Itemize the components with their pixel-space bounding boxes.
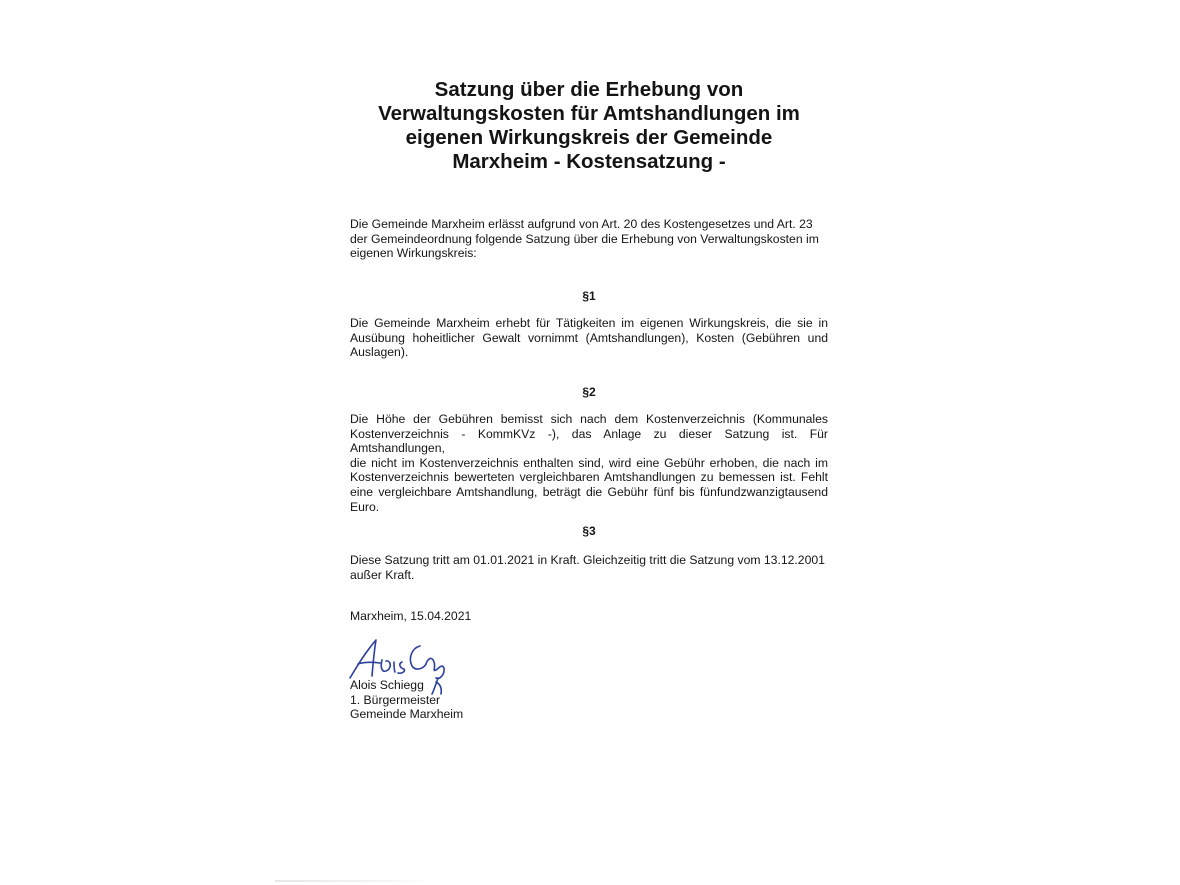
section-line: Auslagen). <box>350 345 409 360</box>
section-line: Euro. <box>350 499 380 514</box>
section-1-text <box>350 316 828 360</box>
section-line: Kostenverzeichnis - KommKVz -), das Anlage zu dieser Satzung ist. Für Amtshandlungen, <box>350 426 828 456</box>
section-2-heading: §2 <box>582 385 596 399</box>
signature-stroke <box>394 662 395 672</box>
preamble-line: der Gemeindeordnung folgende Satzung über die Erhebung von Verwaltungskosten im <box>350 231 819 246</box>
signatory-municipality: Gemeinde Marxheim <box>350 707 464 722</box>
title-line: Verwaltungskosten für Amtshandlungen im <box>378 102 800 125</box>
title-line: Marxheim - Kostensatzung - <box>452 150 726 173</box>
section-2-text <box>350 412 828 514</box>
section-3-text <box>350 553 828 582</box>
section-3-heading: §3 <box>582 524 596 538</box>
document-title <box>350 78 828 174</box>
section-line: Diese Satzung tritt am 01.01.2021 in Kraft. Gleichzeitig tritt die Satzung vom 13.12.2001 <box>350 553 825 567</box>
section-line: außer Kraft. <box>350 567 415 582</box>
section-line: Die Höhe der Gebühren bemisst sich nach dem Kostenverzeichnis (Kommunales <box>350 412 828 426</box>
section-line: Die Gemeinde Marxheim erhebt für Tätigkeiten im eigenen Wirkungskreis, die sie in <box>350 316 828 330</box>
signature-stroke <box>358 662 380 664</box>
preamble-line: Die Gemeinde Marxheim erlässt aufgrund von Art. 20 des Kostengesetzes und Art. 23 <box>350 217 813 231</box>
section-line: Ausübung hoheitlicher Gewalt vornimmt (Amtshandlungen), Kosten (Gebühren und <box>350 330 828 345</box>
preamble-line: eigenen Wirkungskreis: <box>350 246 477 261</box>
preamble <box>350 217 828 261</box>
scan-artifact <box>275 880 435 882</box>
section-line: eine vergleichbare Amtshandlung, beträgt die Gebühr fünf bis fünfundzwanzigtausend <box>350 484 828 499</box>
signatory-name: Alois Schiegg <box>350 678 424 692</box>
signature-stroke <box>350 640 376 678</box>
signature-stroke <box>381 660 390 671</box>
section-line: Kostenverzeichnis bewerteten vergleichbaren Amtshandlungen zu bemessen ist. Fehlt <box>350 470 828 485</box>
signature-stroke <box>410 646 426 669</box>
section-line: die nicht im Kostenverzeichnis enthalten sind, wird eine Gebühr erhoben, die nach im <box>350 455 828 470</box>
section-1-heading: §1 <box>582 289 596 303</box>
signature-stroke <box>398 662 405 673</box>
title-line: eigenen Wirkungskreis der Gemeinde <box>405 126 773 149</box>
signature-stroke <box>426 658 444 678</box>
signatory-role: 1. Bürgermeister <box>350 692 441 707</box>
title-line: Satzung über die Erhebung von <box>434 78 744 101</box>
place-date: Marxheim, 15.04.2021 <box>350 609 472 623</box>
signature-block <box>350 678 550 722</box>
